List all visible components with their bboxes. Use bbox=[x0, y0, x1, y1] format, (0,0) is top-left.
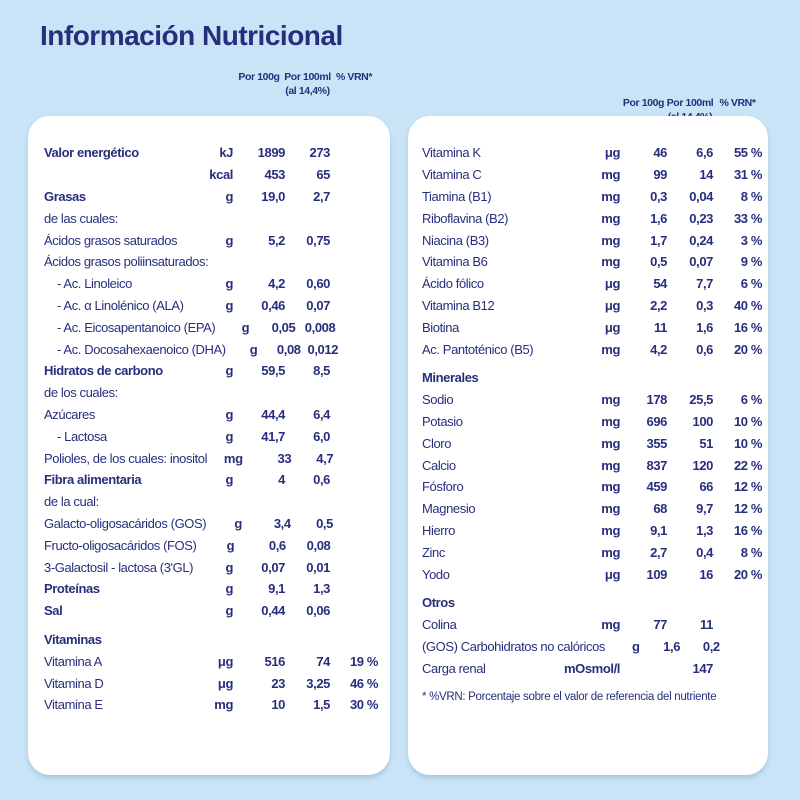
table-row bbox=[44, 229, 378, 251]
row-unit: mg bbox=[601, 617, 620, 633]
table-row bbox=[422, 186, 762, 208]
table-row bbox=[44, 404, 378, 426]
row-unit: mg bbox=[601, 544, 620, 560]
value-per-100ml: 65 bbox=[316, 167, 330, 183]
row-label: Fibra alimentaria bbox=[44, 472, 142, 488]
value-per-100g: 0,6 bbox=[268, 537, 286, 553]
row-unit: g bbox=[225, 188, 233, 204]
row-label: Magnesio bbox=[422, 501, 476, 517]
value-per-100g: 837 bbox=[646, 457, 667, 473]
table-row bbox=[422, 411, 762, 433]
row-label: - Ac. Eicosapentanoico (EPA) bbox=[57, 319, 216, 335]
table-row bbox=[422, 614, 762, 636]
table-row bbox=[422, 498, 762, 520]
row-unit: g bbox=[225, 428, 233, 444]
value-per-100g: 0,08 bbox=[276, 341, 301, 357]
value-per-100ml: 0,008 bbox=[304, 319, 336, 335]
value-per-100ml: 25,5 bbox=[689, 392, 713, 408]
table-row bbox=[422, 432, 762, 454]
row-label: Azúcares bbox=[44, 406, 95, 422]
value-per-100g: 5,2 bbox=[268, 232, 285, 248]
value-per-100ml: 0,012 bbox=[307, 341, 339, 357]
value-per-100g: 68 bbox=[653, 501, 667, 517]
table-row bbox=[44, 251, 378, 273]
value-per-100g: 46 bbox=[653, 145, 667, 161]
table-row bbox=[422, 295, 762, 317]
row-label: Minerales bbox=[422, 370, 479, 386]
value-per-100g: 33 bbox=[277, 450, 292, 466]
value-vrn: 33 % bbox=[733, 210, 762, 226]
row-unit: g bbox=[226, 537, 235, 553]
table-row bbox=[44, 556, 378, 578]
row-label: Valor energético bbox=[44, 145, 139, 161]
value-vrn: 20 % bbox=[733, 566, 762, 582]
value-per-100ml: 147 bbox=[692, 660, 713, 676]
row-unit: g bbox=[225, 406, 233, 422]
table-row bbox=[422, 229, 762, 251]
row-label: Vitamina C bbox=[422, 167, 482, 183]
row-label: Carga renal bbox=[422, 660, 486, 676]
value-per-100ml: 1,5 bbox=[313, 697, 330, 713]
row-label: Galacto-oligosacáridos (GOS) bbox=[44, 515, 207, 531]
row-unit: μg bbox=[604, 297, 620, 313]
table-row bbox=[44, 650, 378, 672]
value-per-100g: 1,6 bbox=[650, 210, 667, 226]
page-title: Información Nutricional bbox=[40, 20, 343, 51]
left-nutrition-rows bbox=[44, 142, 378, 716]
value-per-100ml: 8,5 bbox=[313, 363, 330, 379]
value-per-100ml: 0,01 bbox=[306, 559, 330, 575]
column-header-vrn: % VRN* bbox=[719, 97, 756, 109]
table-row bbox=[44, 513, 378, 535]
value-per-100ml: 100 bbox=[692, 413, 713, 429]
table-row bbox=[422, 657, 762, 679]
row-label: (GOS) Carbohidratos no calóricos bbox=[422, 638, 605, 654]
row-unit: mg bbox=[601, 501, 620, 517]
table-row bbox=[44, 491, 378, 513]
row-unit: mg bbox=[601, 413, 620, 429]
value-per-100ml: 0,5 bbox=[316, 515, 333, 531]
value-per-100ml: 1,6 bbox=[696, 319, 713, 335]
value-per-100g: 0,44 bbox=[261, 603, 285, 619]
row-unit: mg bbox=[601, 341, 620, 357]
value-per-100ml: 1,3 bbox=[696, 522, 713, 538]
row-unit: g bbox=[249, 341, 258, 357]
row-unit: mg bbox=[214, 697, 233, 713]
value-per-100ml: 120 bbox=[692, 457, 713, 473]
value-per-100ml: 0,07 bbox=[689, 254, 713, 270]
table-row bbox=[422, 520, 762, 542]
table-row bbox=[44, 447, 378, 469]
row-label: Zinc bbox=[422, 544, 445, 560]
row-label: Proteínas bbox=[44, 581, 100, 597]
value-vrn: 8 % bbox=[740, 188, 762, 204]
value-per-100g: 459 bbox=[646, 479, 667, 495]
row-label: Cloro bbox=[422, 435, 452, 451]
row-unit: μg bbox=[217, 653, 233, 669]
value-vrn: 46 % bbox=[349, 675, 378, 691]
row-label: Grasas bbox=[44, 188, 86, 204]
value-per-100g: 3,4 bbox=[273, 515, 291, 531]
left-column-headers bbox=[28, 70, 390, 98]
value-vrn: 8 % bbox=[740, 544, 762, 560]
table-row bbox=[422, 476, 762, 498]
value-per-100ml: 0,3 bbox=[696, 297, 713, 313]
row-label: de las cuales: bbox=[44, 210, 118, 226]
table-row bbox=[422, 636, 762, 658]
table-row bbox=[44, 629, 378, 651]
value-per-100ml: 66 bbox=[699, 479, 713, 495]
table-row bbox=[422, 338, 762, 360]
value-vrn: 40 % bbox=[733, 297, 762, 313]
value-per-100g: 696 bbox=[646, 413, 667, 429]
row-unit: g bbox=[225, 559, 233, 575]
right-nutrition-rows bbox=[422, 142, 762, 679]
table-row bbox=[44, 425, 378, 447]
value-per-100g: 0,46 bbox=[261, 297, 285, 313]
table-row bbox=[422, 563, 762, 585]
row-label: Fósforo bbox=[422, 479, 464, 495]
value-per-100ml: 0,60 bbox=[306, 276, 330, 292]
value-vrn: 6 % bbox=[740, 276, 762, 292]
value-per-100ml: 0,4 bbox=[696, 544, 713, 560]
table-row bbox=[422, 592, 762, 614]
row-label: Otros bbox=[422, 595, 455, 611]
column-header-per-100ml: Por 100ml bbox=[284, 71, 331, 83]
row-label: Biotina bbox=[422, 319, 459, 335]
value-per-100ml: 16 bbox=[699, 566, 713, 582]
row-unit: kJ bbox=[219, 145, 233, 161]
table-row bbox=[422, 389, 762, 411]
table-row bbox=[422, 541, 762, 563]
table-row bbox=[44, 382, 378, 404]
row-unit: mg bbox=[601, 254, 620, 270]
row-unit: mg bbox=[601, 479, 620, 495]
row-unit: mg bbox=[601, 167, 620, 183]
row-unit: g bbox=[225, 472, 233, 488]
value-per-100ml: 0,6 bbox=[696, 341, 713, 357]
value-per-100ml: 0,6 bbox=[313, 472, 330, 488]
value-per-100ml: 4,7 bbox=[316, 450, 334, 466]
table-row bbox=[44, 578, 378, 600]
value-per-100ml: 14 bbox=[699, 167, 713, 183]
column-header-dilution: (al 14,4%) bbox=[285, 85, 330, 97]
row-label: Sal bbox=[44, 603, 63, 619]
value-per-100g: 178 bbox=[646, 392, 667, 408]
row-label: Vitaminas bbox=[44, 631, 102, 647]
value-vrn: 12 % bbox=[733, 479, 762, 495]
row-unit: g bbox=[225, 297, 233, 313]
row-label: Riboflavina (B2) bbox=[422, 210, 509, 226]
row-label: Tiamina (B1) bbox=[422, 188, 492, 204]
value-per-100ml: 0,04 bbox=[689, 188, 713, 204]
row-label: Vitamina D bbox=[44, 675, 104, 691]
value-per-100g: 77 bbox=[653, 617, 667, 633]
row-label: Ac. Pantoténico (B5) bbox=[422, 341, 534, 357]
row-unit: mg bbox=[601, 188, 620, 204]
row-label: Ácido fólico bbox=[422, 276, 484, 292]
row-label: Vitamina A bbox=[44, 653, 102, 669]
row-label: Calcio bbox=[422, 457, 456, 473]
row-unit: μg bbox=[217, 675, 233, 691]
row-unit: kcal bbox=[209, 167, 233, 183]
row-label: Polioles, de los cuales: inositol bbox=[44, 450, 208, 466]
row-unit: mg bbox=[601, 210, 620, 226]
row-label: Hierro bbox=[422, 522, 455, 538]
table-row bbox=[44, 338, 378, 360]
value-per-100g: 9,1 bbox=[650, 522, 667, 538]
value-per-100g: 9,1 bbox=[268, 581, 285, 597]
value-per-100g: 453 bbox=[264, 167, 285, 183]
value-vrn: 3 % bbox=[740, 232, 762, 248]
value-vrn: 16 % bbox=[733, 319, 762, 335]
value-per-100ml: 273 bbox=[309, 145, 330, 161]
value-per-100g: 2,2 bbox=[650, 297, 667, 313]
table-row bbox=[422, 251, 762, 273]
table-row bbox=[44, 142, 378, 164]
row-label: Vitamina E bbox=[44, 697, 103, 713]
value-per-100ml: 6,0 bbox=[313, 428, 330, 444]
value-per-100ml: 0,2 bbox=[702, 638, 720, 654]
row-label: Hidratos de carbono bbox=[44, 363, 163, 379]
value-per-100ml: 6,6 bbox=[696, 145, 713, 161]
value-per-100g: 44,4 bbox=[261, 406, 285, 422]
table-row bbox=[44, 534, 378, 556]
value-vrn: 10 % bbox=[733, 435, 762, 451]
value-vrn: 16 % bbox=[733, 522, 762, 538]
value-per-100g: 23 bbox=[271, 675, 285, 691]
row-unit: μg bbox=[604, 566, 620, 582]
value-per-100g: 59,5 bbox=[261, 363, 285, 379]
value-per-100g: 1899 bbox=[257, 145, 285, 161]
value-per-100g: 0,05 bbox=[271, 319, 296, 335]
row-unit: g bbox=[225, 603, 233, 619]
value-per-100ml: 9,7 bbox=[696, 501, 713, 517]
value-per-100g: 99 bbox=[653, 167, 667, 183]
value-vrn: 10 % bbox=[733, 413, 762, 429]
row-label: Yodo bbox=[422, 566, 450, 582]
value-per-100ml: 0,75 bbox=[306, 232, 330, 248]
value-per-100ml: 0,08 bbox=[306, 537, 331, 553]
value-per-100g: 0,3 bbox=[650, 188, 667, 204]
value-per-100ml: 6,4 bbox=[313, 406, 330, 422]
row-label: Vitamina B12 bbox=[422, 297, 495, 313]
value-vrn: 19 % bbox=[349, 653, 378, 669]
value-vrn: 12 % bbox=[733, 501, 762, 517]
value-vrn: 55 % bbox=[733, 145, 762, 161]
value-per-100g: 10 bbox=[271, 697, 285, 713]
row-label: de la cual: bbox=[44, 494, 99, 510]
row-label: - Ac. Docosahexaenoico (DHA) bbox=[57, 341, 226, 357]
right-nutrition-panel bbox=[408, 116, 768, 775]
value-vrn: 6 % bbox=[740, 392, 762, 408]
table-row bbox=[44, 295, 378, 317]
table-row bbox=[422, 316, 762, 338]
row-unit: μg bbox=[604, 145, 620, 161]
table-row bbox=[44, 164, 378, 186]
table-row bbox=[44, 316, 378, 338]
vrn-footnote: * %VRN: Porcentaje sobre el valor de referencia del nutriente bbox=[422, 691, 717, 704]
row-unit: g bbox=[225, 276, 233, 292]
value-per-100ml: 51 bbox=[699, 435, 713, 451]
row-label: Colina bbox=[422, 617, 457, 633]
row-label: - Ac. α Linolénico (ALA) bbox=[57, 297, 184, 313]
value-per-100g: 41,7 bbox=[261, 428, 285, 444]
row-unit: mOsmol/l bbox=[563, 660, 620, 676]
row-unit: mg bbox=[223, 450, 243, 466]
row-unit: g bbox=[234, 515, 242, 531]
value-per-100g: 4,2 bbox=[268, 276, 285, 292]
table-row bbox=[44, 273, 378, 295]
value-vrn: 22 % bbox=[733, 457, 762, 473]
row-unit: g bbox=[241, 319, 250, 335]
value-per-100g: 355 bbox=[646, 435, 667, 451]
row-unit: mg bbox=[601, 522, 620, 538]
row-unit: mg bbox=[601, 457, 620, 473]
column-header-per-100g: Por 100g bbox=[622, 97, 665, 109]
row-unit: g bbox=[225, 581, 233, 597]
table-row bbox=[422, 164, 762, 186]
value-per-100ml: 11 bbox=[700, 617, 713, 633]
table-row bbox=[422, 142, 762, 164]
value-per-100g: 19,0 bbox=[261, 188, 285, 204]
value-per-100g: 54 bbox=[653, 276, 667, 292]
table-row bbox=[44, 672, 378, 694]
row-label: Vitamina B6 bbox=[422, 254, 488, 270]
row-label: Niacina (B3) bbox=[422, 232, 489, 248]
value-per-100ml: 0,07 bbox=[306, 297, 330, 313]
value-per-100g: 516 bbox=[264, 653, 285, 669]
table-row bbox=[422, 207, 762, 229]
row-unit: μg bbox=[604, 276, 620, 292]
value-per-100ml: 7,7 bbox=[696, 276, 713, 292]
row-unit: mg bbox=[601, 435, 620, 451]
row-unit: g bbox=[225, 363, 233, 379]
row-unit: mg bbox=[601, 232, 620, 248]
table-row bbox=[422, 273, 762, 295]
row-label: Sodio bbox=[422, 392, 454, 408]
value-per-100g: 1,6 bbox=[663, 638, 681, 654]
row-label: Potasio bbox=[422, 413, 463, 429]
row-label: Ácidos grasos poliinsaturados: bbox=[44, 254, 209, 270]
row-label: Ácidos grasos saturados bbox=[44, 232, 178, 248]
value-per-100g: 0,07 bbox=[261, 559, 285, 575]
row-unit: mg bbox=[601, 392, 620, 408]
value-vrn: 31 % bbox=[733, 167, 762, 183]
value-per-100ml: 74 bbox=[316, 653, 330, 669]
column-header-per-100g: Por 100g bbox=[238, 71, 280, 83]
left-nutrition-panel bbox=[28, 116, 390, 775]
row-label: 3-Galactosil - lactosa (3'GL) bbox=[44, 559, 194, 575]
value-per-100g: 0,5 bbox=[650, 254, 667, 270]
table-row bbox=[44, 360, 378, 382]
table-row bbox=[44, 694, 378, 716]
table-row bbox=[422, 367, 762, 389]
row-unit: g bbox=[631, 638, 640, 654]
value-per-100g: 4,2 bbox=[650, 341, 667, 357]
table-row bbox=[44, 186, 378, 208]
value-per-100g: 109 bbox=[646, 566, 667, 582]
value-per-100g: 2,7 bbox=[650, 544, 667, 560]
value-per-100g: 4 bbox=[278, 472, 285, 488]
column-header-vrn: % VRN* bbox=[335, 71, 373, 83]
row-label: Vitamina K bbox=[422, 145, 481, 161]
value-per-100ml: 3,25 bbox=[306, 675, 330, 691]
column-header-per-100ml: Por 100ml bbox=[666, 97, 714, 109]
value-vrn: 30 % bbox=[349, 697, 378, 713]
value-per-100ml: 2,7 bbox=[313, 188, 330, 204]
value-vrn: 20 % bbox=[733, 341, 762, 357]
table-row bbox=[44, 600, 378, 622]
value-per-100ml: 0,24 bbox=[689, 232, 713, 248]
value-per-100ml: 0,23 bbox=[689, 210, 713, 226]
table-row bbox=[44, 469, 378, 491]
value-per-100ml: 1,3 bbox=[313, 581, 330, 597]
value-per-100g: 1,7 bbox=[650, 232, 667, 248]
value-per-100g: 11 bbox=[654, 319, 667, 335]
value-per-100ml: 0,06 bbox=[306, 603, 330, 619]
row-label: - Lactosa bbox=[57, 428, 107, 444]
row-label: Fructo-oligosacáridos (FOS) bbox=[44, 537, 197, 553]
row-label: de los cuales: bbox=[44, 385, 118, 401]
row-unit: g bbox=[225, 232, 233, 248]
table-row bbox=[44, 207, 378, 229]
row-label: - Ac. Linoleico bbox=[57, 276, 132, 292]
value-vrn: 9 % bbox=[740, 254, 762, 270]
table-row bbox=[422, 454, 762, 476]
row-unit: μg bbox=[604, 319, 620, 335]
